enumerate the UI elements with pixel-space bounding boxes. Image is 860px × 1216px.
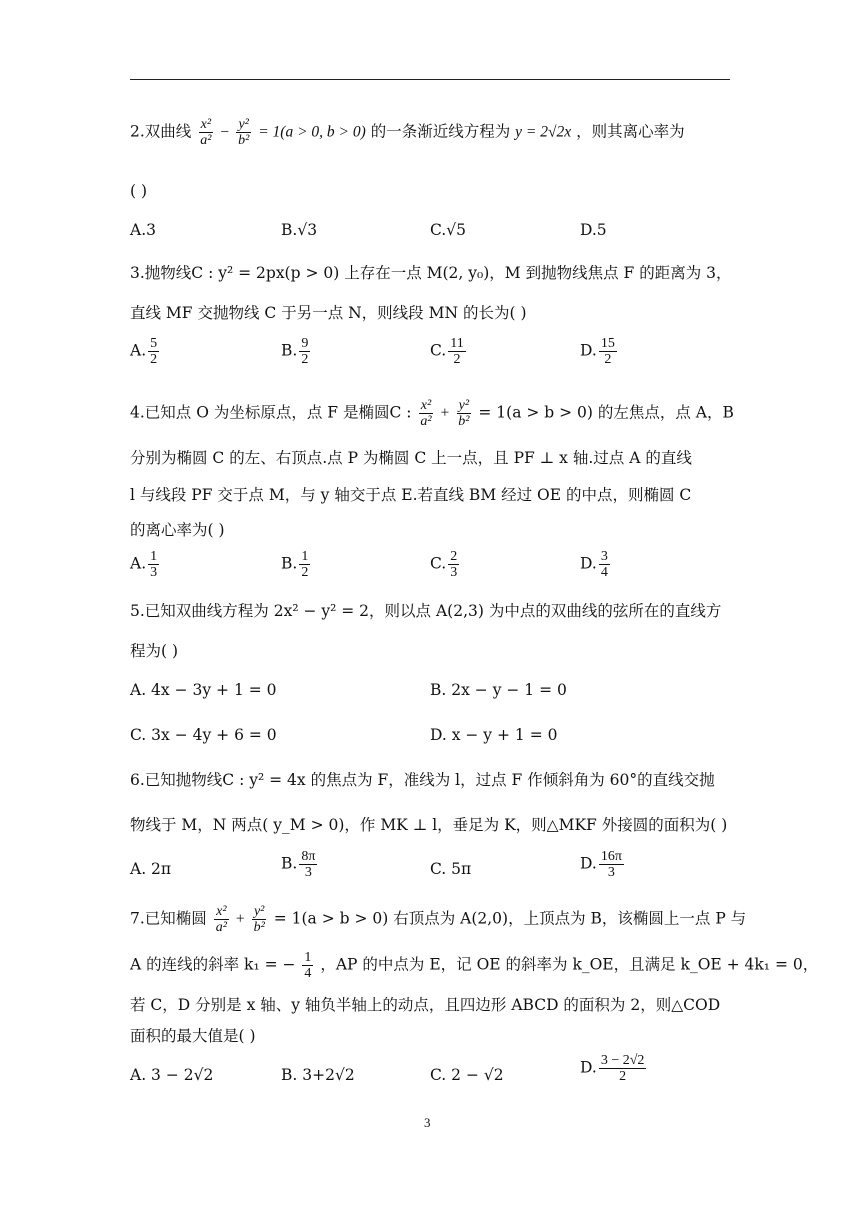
q2-answer-bracket: ( ) bbox=[130, 182, 148, 200]
q4-option-c[interactable]: C. $\frac{2}{3}$ bbox=[430, 549, 458, 580]
q6-option-d[interactable]: D. $\frac{16\pi}{3}$ bbox=[580, 849, 622, 880]
q5-option-c[interactable]: C. 3x − 4y + 6 = 0 bbox=[130, 726, 277, 744]
q4-line3: l 与线段 PF 交于点 M，与 y 轴交于点 E.若直线 BM 经过 OE 的中点，则椭圆 C bbox=[130, 486, 692, 504]
q5-option-b[interactable]: B. 2x − y − 1 = 0 bbox=[430, 681, 567, 699]
q3-option-c[interactable]: C. $\frac{11}{2}$ bbox=[430, 336, 464, 367]
q4-option-a[interactable]: A. $\frac{1}{3}$ bbox=[130, 549, 158, 580]
q2-option-b[interactable]: B.√3 bbox=[281, 221, 318, 239]
q7-option-d[interactable]: D. $\frac{3 - 2√2}{2}$ bbox=[580, 1053, 645, 1084]
q7-line4: 面积的最大值是( ) bbox=[130, 1027, 256, 1045]
q4-line4: 的离心率为( ) bbox=[130, 521, 225, 539]
q7-option-c[interactable]: C. 2 − √2 bbox=[430, 1066, 504, 1084]
q5-line2: 程为( ) bbox=[130, 642, 179, 660]
q3-option-b[interactable]: B. $\frac{9}{2}$ bbox=[281, 336, 309, 367]
q2-prefix: 2.双曲线 bbox=[130, 122, 192, 141]
header-rule bbox=[130, 79, 730, 80]
q2-asymptote: y = 2√2x bbox=[515, 123, 572, 141]
q6-line2: 物线于 M，N 两点( y_M > 0)，作 MK ⊥ l，垂足为 K，则△MKF 外接圆的面积为( ) bbox=[130, 816, 728, 834]
q7-line1: 7.已知椭圆 $\frac{\text{x²}}{\text{a²}}$ + $\frac{\text{y²}}{\text{b²}}$ = 1(a > b > 0) 右顶点为 A(2,0)，上顶点为 B，该椭圆上一点 P 与 bbox=[130, 904, 747, 935]
q7-line3: 若 C，D 分别是 x 轴、y 轴负半轴上的动点，且四边形 ABCD 的面积为 2，则△COD bbox=[130, 996, 721, 1014]
q4-line1: 4.已知点 O 为坐标原点，点 F 是椭圆C : $\frac{\text{x²}}{\text{a²}}$ + $\frac{\text{y²}}{\text{b²}}$ = 1(a > b > 0) 的左焦点，点 A，B bbox=[130, 398, 734, 429]
q3-option-d[interactable]: D. $\frac{15}{2}$ bbox=[580, 336, 615, 367]
q7-option-a[interactable]: A. 3 − 2√2 bbox=[130, 1066, 214, 1084]
q4-option-b[interactable]: B. $\frac{1}{2}$ bbox=[281, 549, 309, 580]
q2-stem: 2.双曲线 $\frac{\text{x²}}{\text{a²}}$ − $\frac{\text{y²}}{\text{b²}}$ = 1(a > 0, b > 0) 的一条渐近线方程为 y = 2√2x ，则其离心率为 bbox=[130, 117, 685, 148]
q6-option-b[interactable]: B. $\frac{8\pi}{3}$ bbox=[281, 849, 316, 880]
q5-line1: 5.已知双曲线方程为 2x² − y² = 2，则以点 A(2,3) 为中点的双曲线的弦所在的直线方 bbox=[130, 602, 722, 620]
q6-option-a[interactable]: A. 2π bbox=[130, 860, 172, 878]
q3-line1: 3.抛物线C : y² = 2px(p > 0) 上存在一点 M(2, y₀)，M 到抛物线焦点 F 的距离为 3， bbox=[130, 264, 732, 282]
q2-fraction-x: $\frac{\text{x²}}{\text{a²}}$ bbox=[200, 117, 212, 148]
q2-option-d[interactable]: D.5 bbox=[580, 221, 607, 239]
q2-condition: = 1(a > 0, b > 0) bbox=[258, 123, 366, 141]
q6-line1: 6.已知抛物线C : y² = 4x 的焦点为 F，准线为 l，过点 F 作倾斜角为 60°的直线交抛 bbox=[130, 771, 715, 789]
q7-option-b[interactable]: B. 3+2√2 bbox=[281, 1066, 355, 1084]
q2-option-a[interactable]: A.3 bbox=[130, 221, 156, 239]
q5-option-d[interactable]: D. x − y + 1 = 0 bbox=[430, 726, 558, 744]
q2-option-c[interactable]: C.√5 bbox=[430, 221, 466, 239]
q2-fraction-y: $\frac{\text{y²}}{\text{b²}}$ bbox=[238, 117, 250, 148]
q3-line2: 直线 MF 交抛物线 C 于另一点 N，则线段 MN 的长为( ) bbox=[130, 304, 527, 322]
q6-option-c[interactable]: C. 5π bbox=[430, 860, 472, 878]
q3-option-a[interactable]: A. $\frac{5}{2}$ bbox=[130, 336, 158, 367]
q4-option-d[interactable]: D. $\frac{3}{4}$ bbox=[580, 549, 608, 580]
q5-option-a[interactable]: A. 4x − 3y + 1 = 0 bbox=[130, 681, 277, 699]
q7-line2: A 的连线的斜率 k₁ = − $\frac{1}{4}$ ，AP 的中点为 E，记 OE 的斜率为 k_OE，且满足 k_OE + 4k₁ = 0， bbox=[130, 950, 819, 981]
page-number: 3 bbox=[424, 1115, 431, 1130]
q4-line2: 分别为椭圆 C 的左、右顶点.点 P 为椭圆 C 上一点，且 PF ⊥ x 轴.过点 A 的直线 bbox=[130, 449, 692, 467]
